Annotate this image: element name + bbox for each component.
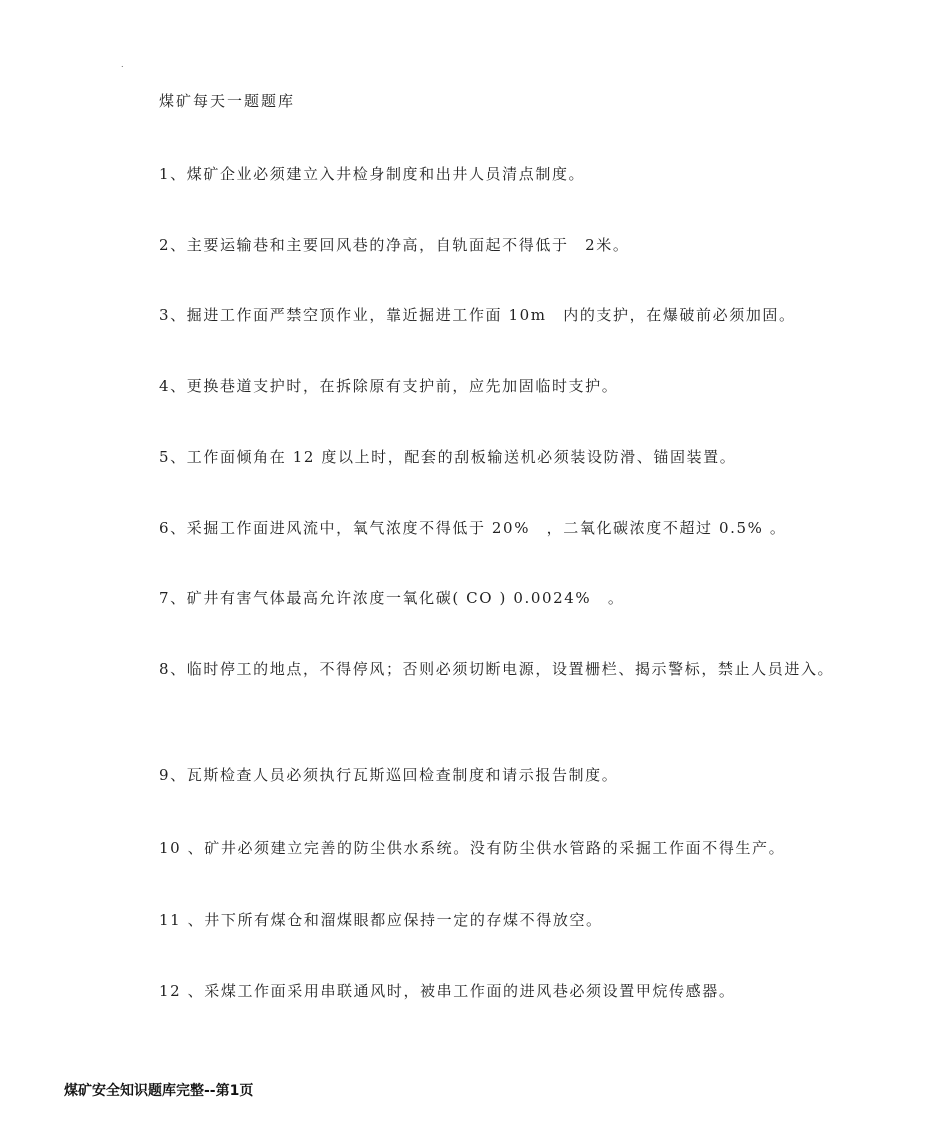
list-item: 7、矿井有害气体最高允许浓度一氧化碳( CO ) 0.0024% 。: [159, 589, 625, 607]
list-item: 5、工作面倾角在 12 度以上时，配套的刮板输送机必须装设防滑、锚固装置。: [159, 448, 737, 466]
header-dot: .: [121, 60, 124, 69]
list-item: 6、采掘工作面进风流中，氧气浓度不得低于 20% ，二氧化碳浓度不超过 0.5% 。: [159, 519, 787, 537]
document-title: 煤矿每天一题题库: [159, 92, 296, 110]
list-item: 11 、井下所有煤仓和溜煤眼都应保持一定的存煤不得放空。: [159, 911, 603, 929]
list-item: 1、煤矿企业必须建立入井检身制度和出井人员清点制度。: [159, 165, 586, 183]
page-footer: 煤矿安全知识题库完整--第1页: [64, 1083, 254, 1099]
list-item: 4、更换巷道支护时，在拆除原有支护前，应先加固临时支护。: [159, 377, 619, 395]
list-item: 2、主要运输巷和主要回风巷的净高，自轨面起不得低于 2米。: [159, 236, 630, 254]
list-item: 8、临时停工的地点，不得停风；否则必须切断电源，设置栅栏、揭示警标，禁止人员进入。: [159, 660, 835, 678]
list-item: 3、掘进工作面严禁空顶作业，靠近掘进工作面 10m 内的支护，在爆破前必须加固。: [159, 306, 796, 324]
list-item: 10 、矿井必须建立完善的防尘供水系统。没有防尘供水管路的采掘工作面不得生产。: [159, 839, 786, 857]
list-item: 9、瓦斯检查人员必须执行瓦斯巡回检查制度和请示报告制度。: [159, 766, 619, 784]
list-item: 12 、采煤工作面采用串联通风时，被串工作面的进风巷必须设置甲烷传感器。: [159, 982, 736, 1000]
